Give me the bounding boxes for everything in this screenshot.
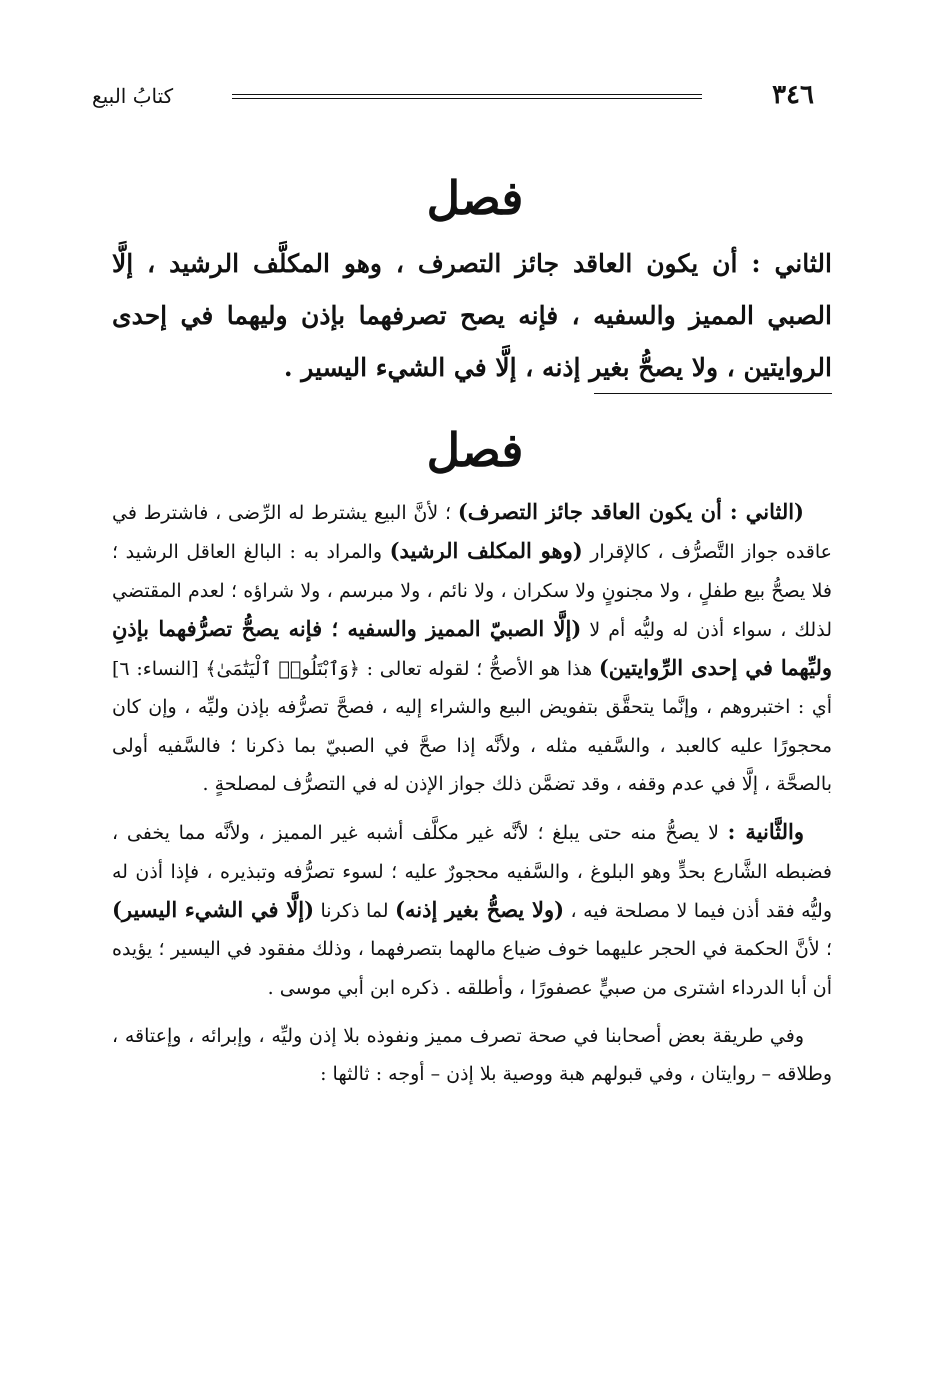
commentary-paragraph-1 [112,493,832,803]
quoted-matn: (وهو المكلف الرشيد) [389,538,583,564]
commentary-block [112,493,832,1093]
quoted-matn: (إلَّا الصبيّ المميز والسفيه ؛ فإنه يصحُّ تصرُّفهما بإذنِ وليِّهما في إحدى الرِّوايتين) [112,615,832,681]
commentary-text: لما ذكرنا [314,899,396,922]
commentary-text: هذا هو الأصحُّ ؛ لقوله تعالى : ﴿وَٱبْتَلُوا۟ ٱلْيَتَٰمَىٰ﴾ [النساء: ٦] أي : اختبروهم ، وإنَّما يتحقَّق بتفويض البيع والشراء إليه ، فصحَّ تصرُّفه بإذن وليِّه ، وإن كان محجورًا عليه كالعبد ، والسَّفيه مثله ، ولأنَّه إذا صحَّ في الصبيّ بما ذكرنا ؛ فالسَّفيه أولى بالصحَّة ، إلَّا في عدم وقفه ، وقد تضمَّن ذلك جواز الإذن له في التصرُّف لمصلحةٍ . [112,658,832,796]
running-title: كتابُ البيع [92,84,174,108]
section-heading-1: فصل [426,171,524,225]
commentary-paragraph-3: وفي طريقة بعض أصحابنا في صحة تصرف مميز ونفوذه بلا إذن وليِّه ، وإبرائه ، وإعتاقه ، وطلاقه – روايتان ، وفي قبولهم هبة ووصية بلا إذن – أوجه : ثالثها : [112,1024,832,1086]
page-header [92,80,814,116]
matn-text-block [112,238,832,394]
commentary-text: ؛ لأنَّ البيع يشترط له الرِّضى ، فاشترط في عاقده جواز التَّصرُّف ، كالإقرار [112,502,832,564]
commentary-paragraph-2 [112,813,832,1006]
matn-paragraph: الثاني : أن يكون العاقد جائز التصرف ، وهو المكلَّف الرشيد ، إلَّا الصبي المميز والسفيه ، فإنه يصح تصرفهما بإذن وليهما في إحدى الروايتين ، ولا يصحُّ بغير إذنه ، إلَّا في الشيء اليسير . [112,249,832,382]
commentary-text: ؛ لأنَّ الحكمة في الحجر عليهما خوف ضياع مالهما بتصرفهما ، وذلك مفقود في اليسير ؛ يؤيده أن أبا الدرداء اشترى من صبيٍّ عصفورًا ، وأطلقه . ذكره ابن أبي موسى . [112,938,832,999]
quoted-matn: (ولا يصحُّ بغير إذنه) [395,896,565,922]
page-number: ٣٤٦ [772,80,814,110]
quoted-matn: (إلَّا في الشيء اليسير) [112,896,315,922]
commentary-text: والمراد به : البالغ العاقل الرشيد ؛ فلا يصحُّ بيع طفلٍ ، ولا مجنونٍ ولا سكران ، ولا نائم ، ولا مبرسم ، ولا شراؤه ؛ لعدم المقتضي لذلك ، سواء أذن له وليُّه أم لا [112,541,832,641]
header-rule [232,94,702,99]
commentary-text: لا يصحُّ منه حتى يبلغ ؛ لأنَّه غير مكلَّف أشبه غير المميز ، ولأنَّه مما يخفى ، فضبطه الشَّارع بحدٍّ وهو البلوغ ، والسَّفيه محجورٌ عليه ؛ لسوء تصرُّفه وتبذيره ، فإذا أذن له وليُّه فقد أذن فيما لا مصلحة فيه ، [112,822,832,922]
section-heading-2: فصل [426,423,524,477]
second-narration-label: والثَّانية : [727,819,804,845]
matn-separator-rule [594,393,832,394]
quoted-matn: (الثاني : أن يكون العاقد جائز التصرف) [457,499,804,524]
